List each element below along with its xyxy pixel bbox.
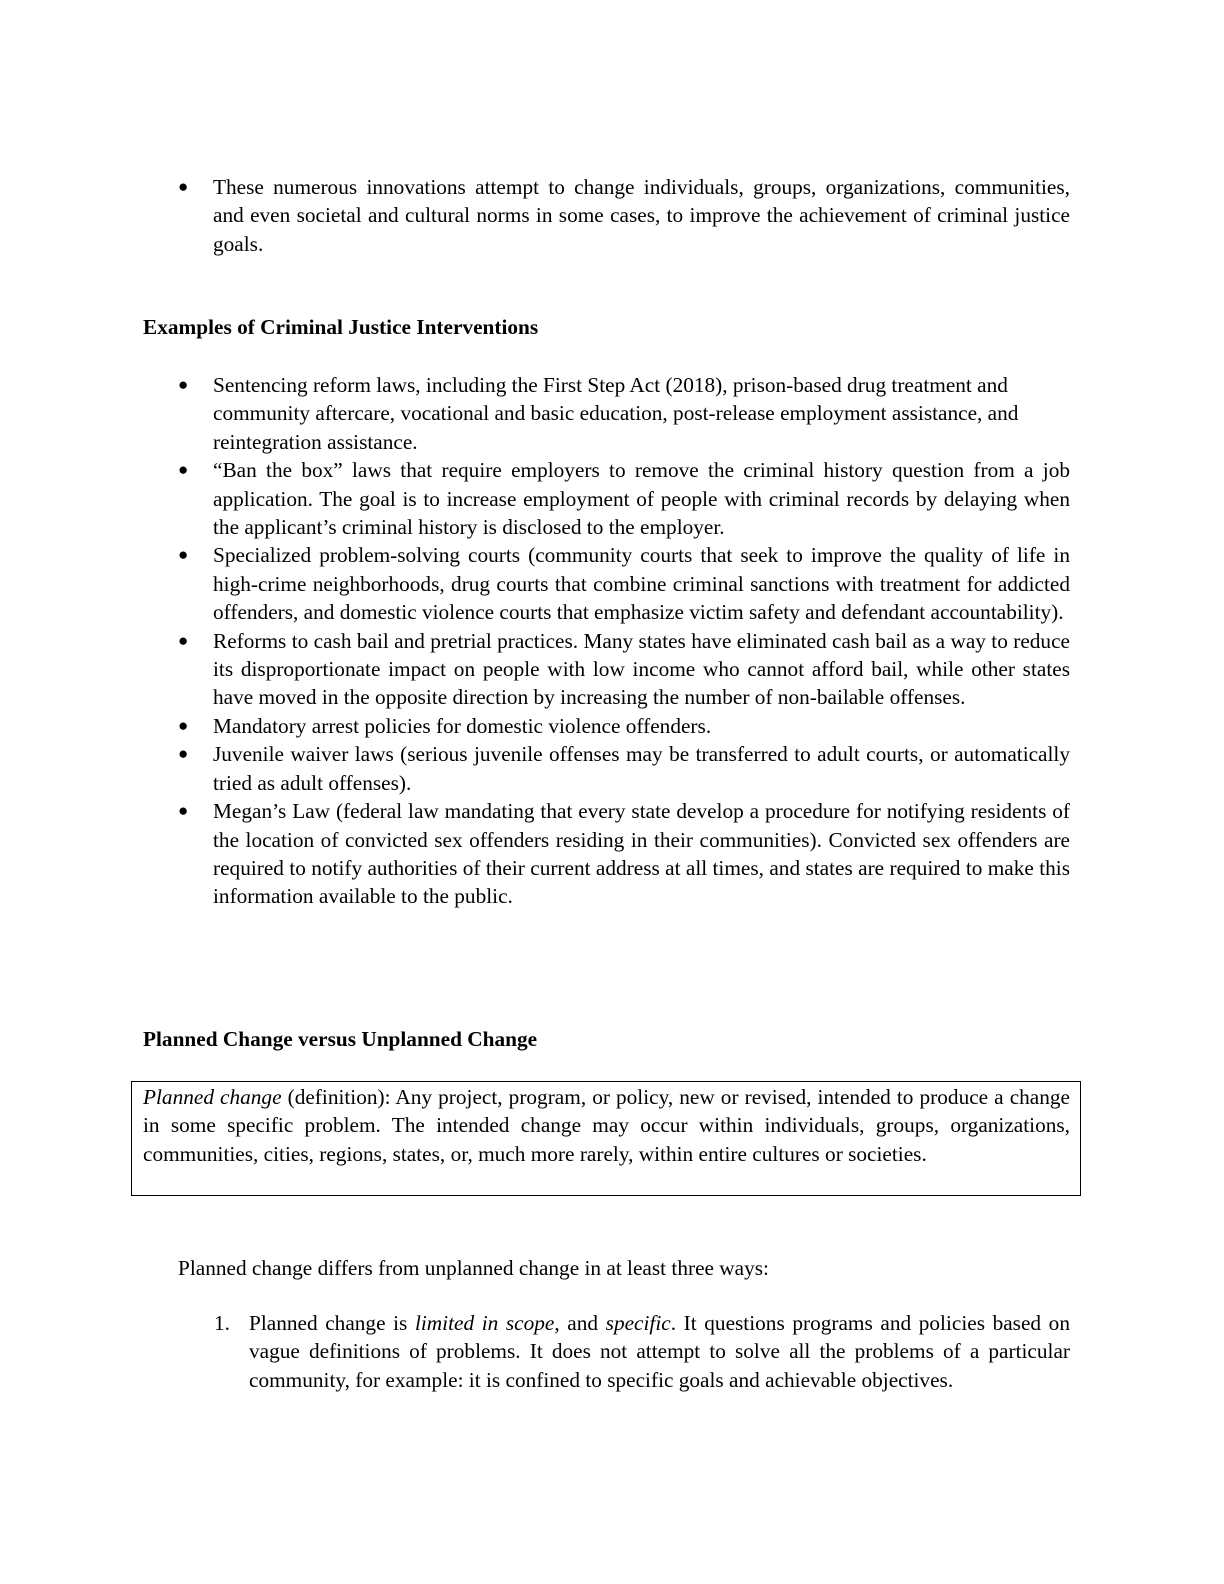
bullet-icon: ● [178,715,189,735]
section-heading-examples: Examples of Criminal Justice Interventions [143,315,539,339]
definition-term: Planned change [143,1085,282,1109]
numbered-item [200,1309,1070,1394]
item-emphasis: specific [605,1311,671,1335]
list-item-text: These numerous innovations attempt to change individuals, groups, organizations, communities, and even societal and cultural norms in some cases, to improve the achievement of criminal justice goals. [213,175,1070,256]
list-item [168,712,1070,740]
list-item [168,797,1070,911]
item-emphasis: limited in scope [414,1311,555,1335]
list-item [168,541,1070,626]
list-item-text: Megan’s Law (federal law mandating that every state develop a procedure for notifying residents of the location of convicted sex offenders residing in their communities). Convicted sex offenders are required to notify authorities of their current address at all times, and states are required to make this information available to the public. [213,799,1070,909]
list-item-text: Juvenile waiver laws (serious juvenile offenses may be transferred to adult courts, or automatically tried as adult offenses). [213,742,1070,795]
list-item-text: Specialized problem-solving courts (community courts that seek to improve the quality of life in high-crime neighborhoods, drug courts that combine criminal sanctions with treatment for addicted offenders, and domestic violence courts that emphasize victim safety and defendant accountability). [213,543,1070,625]
list-item-text: Reforms to cash bail and pretrial practices. Many states have eliminated cash bail as a way to reduce its disproportionate impact on people with low income who cannot afford bail, while other states have moved in the opposite direction by increasing the number of non-bailable offenses. [213,628,1070,710]
item-text-part: Planned change is [249,1311,415,1335]
bullet-icon: ● [178,177,189,196]
section-heading-planned-change: Planned Change versus Unplanned Change [143,1027,538,1051]
bullet-icon: ● [178,630,189,650]
item-text-part: , and [554,1311,606,1335]
bullet-icon: ● [178,545,189,565]
item-number: 1. [214,1311,230,1335]
list-item-text: “Ban the box” laws that require employers to remove the criminal history question from a job application. The goal is to increase employment of people with criminal records by delaying when the applicant’s criminal history is disclosed to the employer. [213,458,1070,540]
list-item-text: Sentencing reform laws, including the First Step Act (2018), prison-based drug treatment and community aftercare, vocational and basic education, post-release employment assistance, and reintegration assistance. [213,373,1019,454]
bullet-icon: ● [178,744,189,764]
list-item [168,371,1070,456]
list-item [168,173,1070,258]
examples-bullet-list [168,371,1070,911]
list-item [168,456,1070,541]
bullet-icon: ● [178,801,189,821]
bullet-icon: ● [178,375,189,394]
item-text-part: . It questions programs and policies based on vague definitions of problems. It does not attempt to solve all the problems of a particular community, for example: it is confined to specific goals and achievable objectives. [249,1311,1070,1392]
list-item [168,740,1070,797]
differences-numbered-list [200,1309,1070,1394]
list-item-text: Mandatory arrest policies for domestic violence offenders. [213,713,712,738]
definition-box [131,1081,1081,1196]
bullet-icon: ● [178,460,189,480]
list-item [168,627,1070,712]
definition-body: (definition): Any project, program, or policy, new or revised, intended to produce a change in some specific problem. The intended change may occur within individuals, groups, organizations, communities, cities, regions, states, or, much more rarely, within entire cultures or societies. [143,1085,1071,1166]
intro-bullet-list [168,173,1070,258]
planned-change-intro: Planned change differs from unplanned change in at least three ways: [178,1256,769,1280]
